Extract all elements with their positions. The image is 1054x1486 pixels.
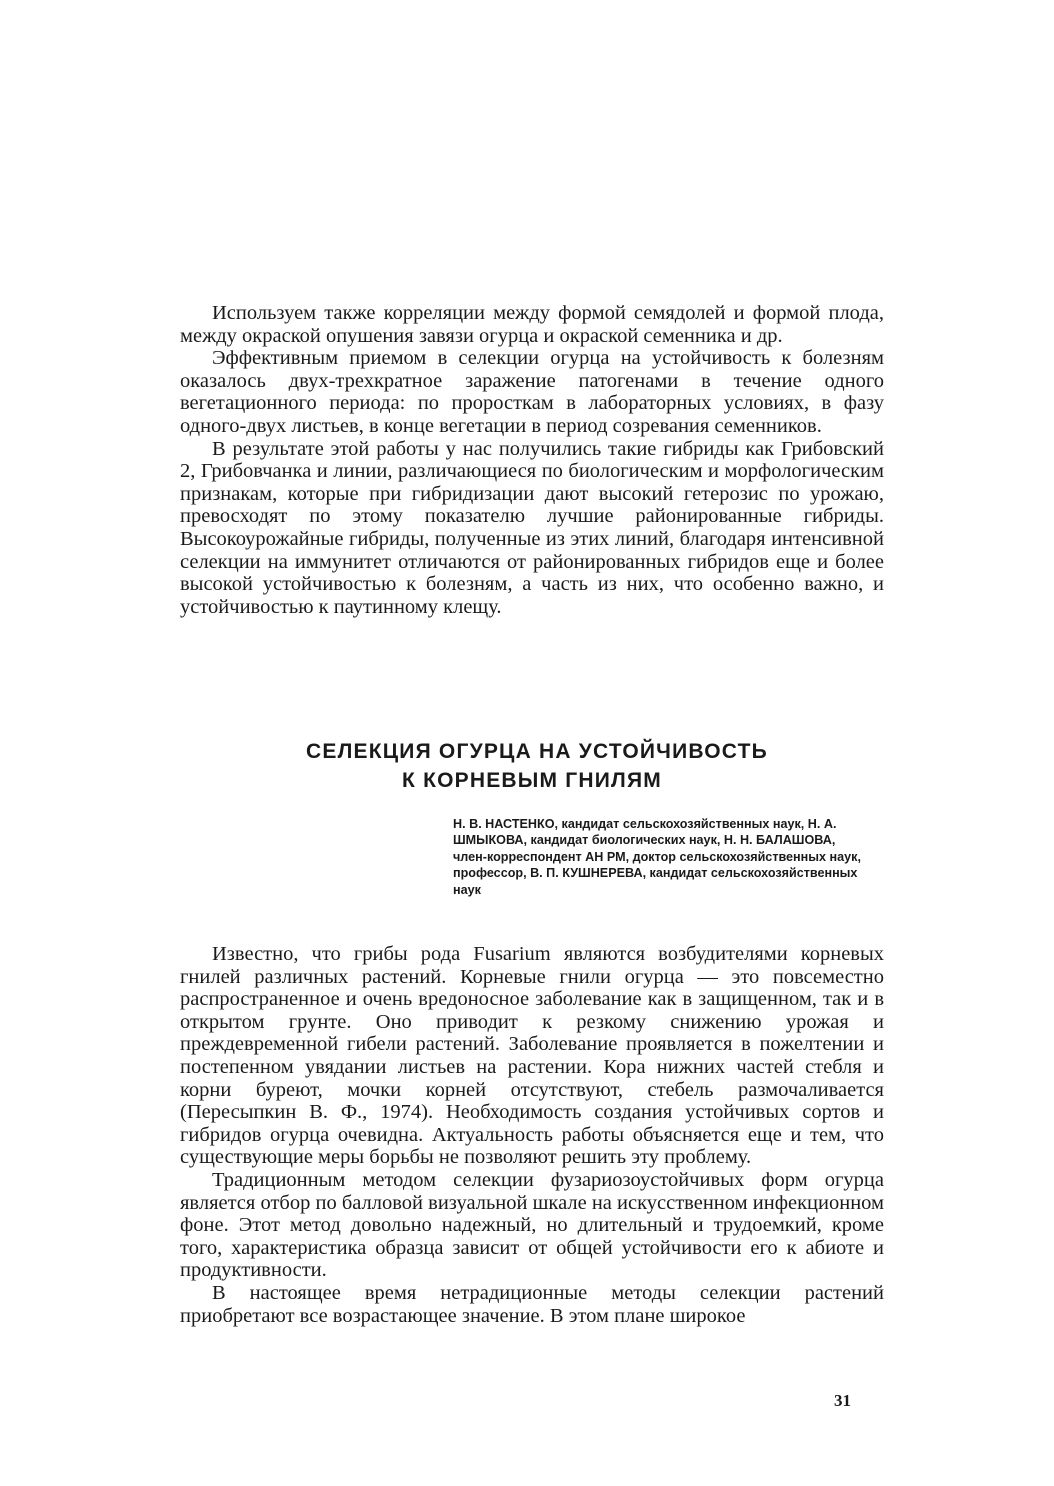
paragraph-traditional-method: Традиционным методом селекции фузариозоустойчивых форм огурца является отбор по балловой визуальной шкале на искусственном инфекционном фоне. Этот метод довольно надежный, но длительный и трудоемкий, кроме того, характеристика образца зависит от общей устойчивости его к абиоте и продуктивности. (180, 1168, 884, 1282)
article-title-line-1: СЕЛЕКЦИЯ ОГУРЦА НА УСТОЙЧИВОСТЬ (306, 740, 768, 763)
intro-text-block (180, 302, 884, 618)
paragraph-modern-methods: В настоящее время нетрадиционные методы селекции растений приобретают все возрастающее значение. В этом плане широкое (180, 1281, 884, 1327)
paragraph-results: В результате этой работы у нас получились такие гибриды как Грибовский 2, Грибовчанка и линии, различающиеся по биологическим и морфологическим признакам, которые при гибридизации дают высокий гетерозис по урожаю, превосходят по этому показателю лучшие районированные гибриды. Высокоурожайные гибриды, полученные из этих линий, благодаря интенсивной селекции на иммунитет отличаются от районированных гибридов еще и более высокой устойчивостью к болезням, а часть из них, что особенно важно, и устойчивостью к паутинному клещу. (180, 437, 884, 618)
article-title (180, 737, 884, 795)
article-body (180, 943, 884, 1327)
paragraph-correlations: Используем также корреляции между формой семядолей и формой плода, между окраской опушения завязи огурца и окраской семенника и др. (180, 302, 884, 347)
article-title-line-2: К КОРНЕВЫМ ГНИЛЯМ (402, 769, 662, 792)
page-number: 31 (834, 1391, 851, 1410)
paragraph-infection-method: Эффективным приемом в селекции огурца на устойчивость к болезням оказалось двух-трехкратное заражение патогенами в течение одного вегетационного периода: по проросткам в лабораторных условиях, в фазу одного-двух листьев, в конце вегетации в период созревания семенников. (180, 347, 884, 437)
author-list: Н. В. НАСТЕНКО, кандидат сельскохозяйственных наук, Н. А. ШМЫКОВА, кандидат биологических наук, Н. Н. БАЛАШОВА, член-корреспондент АН РМ, доктор сельскохозяйственных наук, профессор, В. П. КУШНЕРЕВА, кандидат сельскохозяйственных наук (453, 817, 861, 897)
paragraph-fusarium: Известно, что грибы рода Fusarium являются возбудителями корневых гнилей различных растений. Корневые гнили огурца — это повсеместно распространенное и очень вредоносное заболевание как в защищенном, так и в открытом грунте. Оно приводит к резкому снижению урожая и преждевременной гибели растений. Заболевание проявляется в пожелтении и постепенном увядании листьев на растении. Кора нижних частей стебля и корни буреют, мочки корней отсутствуют, стебель размочаливается (Пересыпкин В. Ф., 1974). Необходимость создания устойчивых сортов и гибридов огурца очевидна. Актуальность работы объясняется еще и тем, что существующие меры борьбы не позволяют решить эту проблему. (180, 943, 884, 1169)
